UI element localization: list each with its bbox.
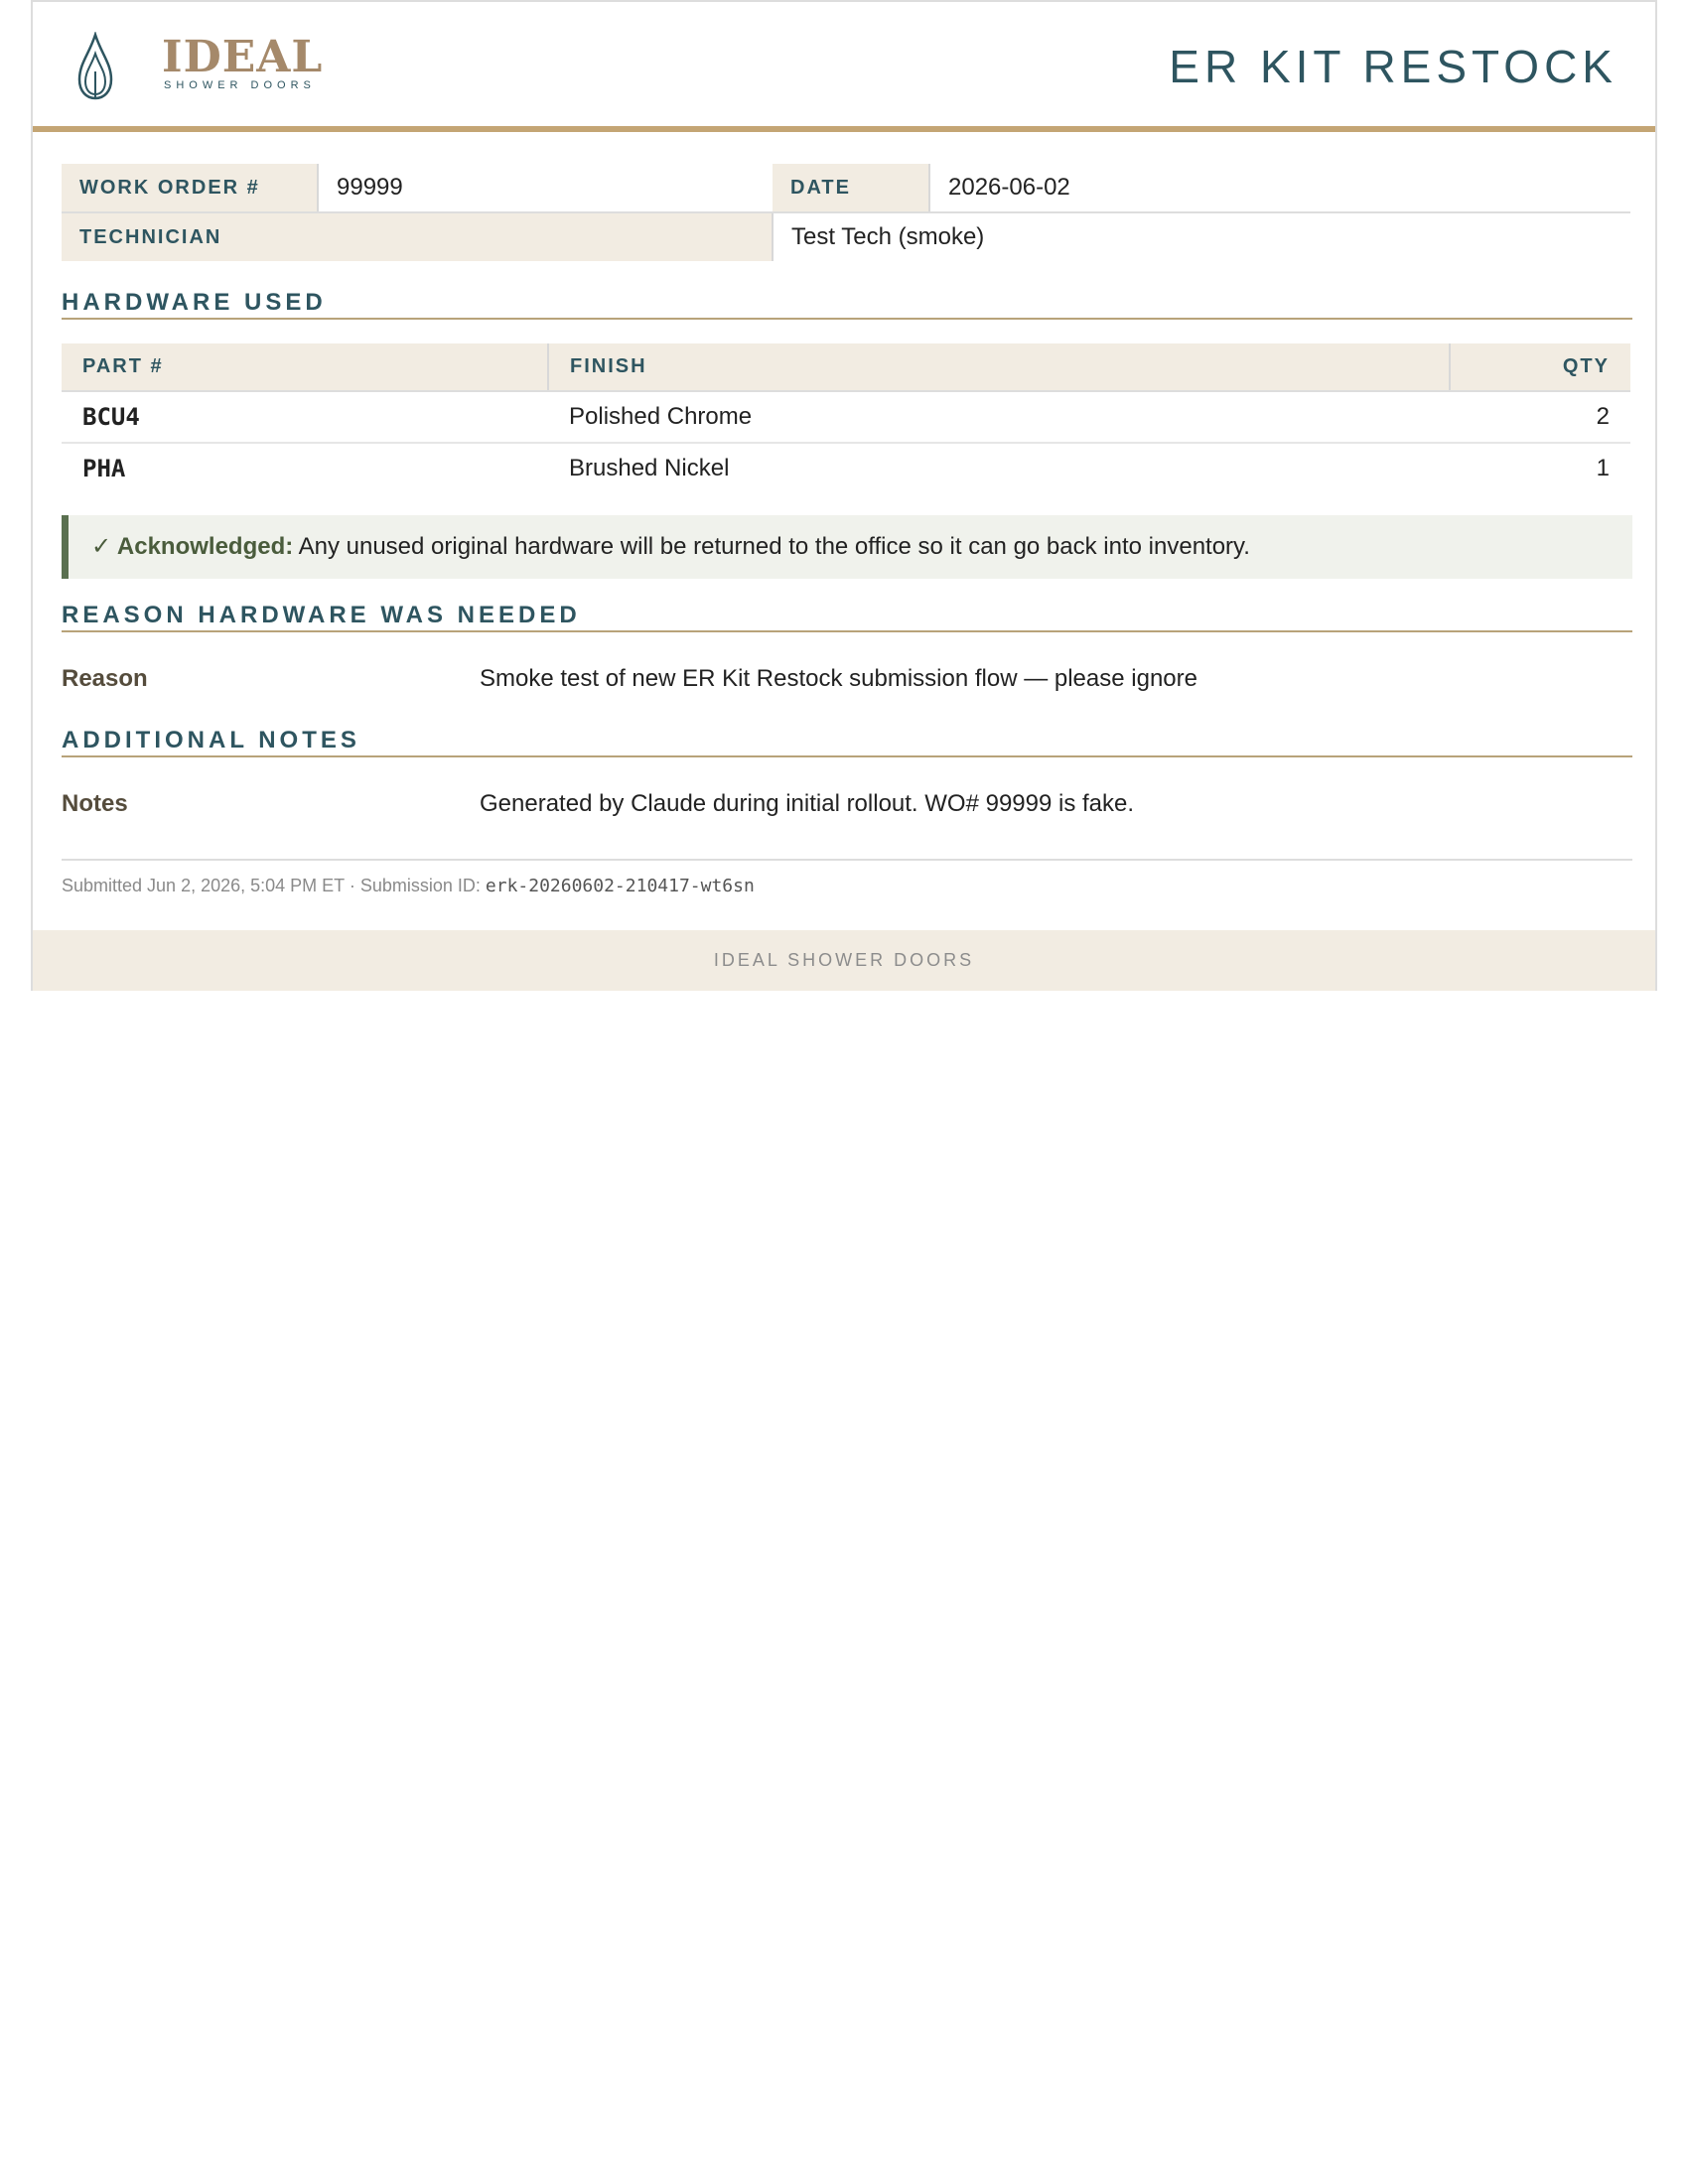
reason-label: Reason — [62, 665, 148, 692]
page-header — [33, 2, 1655, 132]
order-info-table — [62, 164, 1630, 261]
company-logo — [75, 32, 324, 101]
divider — [62, 859, 1632, 861]
part-finish: Brushed Nickel — [569, 455, 730, 481]
notes-section-heading: ADDITIONAL NOTES — [62, 726, 1632, 757]
part-qty: 2 — [1450, 391, 1630, 443]
work-order-label: WORK ORDER # — [62, 164, 318, 212]
technician-label: TECHNICIAN — [62, 212, 773, 261]
notes-label: Notes — [62, 790, 128, 817]
part-number: BCU4 — [62, 391, 548, 443]
notes-value: Generated by Claude during initial rollout. WO# 99999 is fake. — [480, 790, 1135, 817]
submitted-text: Submitted Jun 2, 2026, 5:04 PM ET · Submission ID: — [62, 876, 486, 895]
logo-wordmark: IDEAL — [162, 32, 324, 82]
date-value: 2026-06-02 — [929, 164, 1630, 212]
acknowledgement-callout — [62, 515, 1632, 579]
hardware-section-heading: HARDWARE USED — [62, 288, 1632, 320]
water-drop-icon — [75, 32, 115, 101]
part-qty: 1 — [1596, 455, 1610, 481]
date-label: DATE — [773, 164, 929, 212]
page-title: ER KIT RESTOCK — [1169, 41, 1618, 92]
logo-tagline: SHOWER DOORS — [164, 79, 316, 91]
reason-row — [62, 663, 1630, 695]
page-footer: IDEAL SHOWER DOORS — [33, 930, 1655, 991]
hardware-table-header — [62, 343, 1630, 391]
table-row — [62, 443, 1630, 493]
submission-meta — [62, 876, 755, 896]
acknowledgement-label: ✓ Acknowledged: — [91, 533, 294, 560]
column-header-part: PART # — [62, 343, 548, 391]
submission-id: erk-20260602-210417-wt6sn — [485, 876, 755, 896]
table-row — [62, 391, 1630, 443]
notes-row — [62, 788, 1630, 820]
part-finish: Polished Chrome — [548, 391, 1450, 443]
technician-value: Test Tech (smoke) — [791, 223, 985, 250]
hardware-table — [62, 343, 1630, 493]
acknowledgement-text: Any unused original hardware will be returned to the office so it can go back into inventory. — [293, 533, 1250, 560]
column-header-finish: FINISH — [548, 343, 1450, 391]
part-number: PHA — [82, 455, 126, 482]
work-order-value: 99999 — [318, 164, 773, 212]
reason-section-heading: REASON HARDWARE WAS NEEDED — [62, 601, 1632, 632]
reason-value: Smoke test of new ER Kit Restock submission flow — please ignore — [480, 665, 1197, 692]
column-header-qty: QTY — [1450, 343, 1630, 391]
restock-card — [31, 0, 1657, 991]
